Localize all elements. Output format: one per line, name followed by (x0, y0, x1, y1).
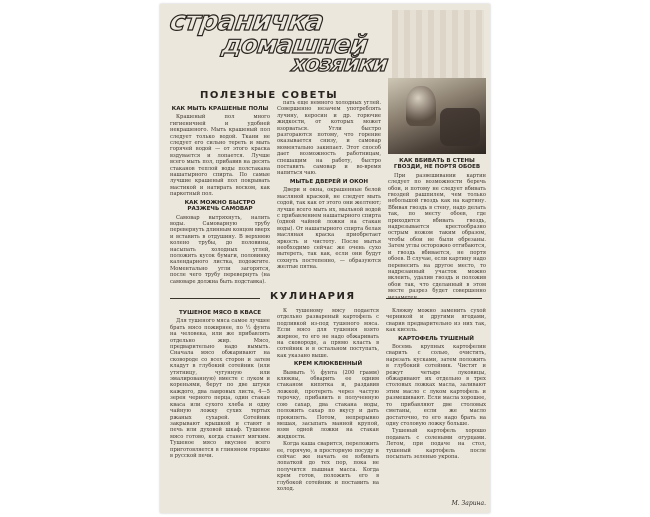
header-photo (392, 10, 484, 78)
cooking-column-2 (277, 308, 379, 506)
column-2 (277, 100, 381, 284)
cooking-column-1 (170, 308, 270, 506)
newspaper-page (160, 4, 490, 513)
cooking-column-3 (386, 308, 486, 498)
page-header-title (164, 6, 392, 78)
section-title-cooking: КУЛИНАРИЯ (270, 291, 356, 302)
nails-text: При развешивании картин следует по возможности беречь обои, и потому не следует вбивать гвоздей рашпилем, чем только небольшой гвоздь как на картину. Вбивая гвоздь в стену, надо делать так, по месту обоев, где приходится вбивать гвоздь, надрезывается крестообразно острым ножом таким образом, чтобы обои не были обрезаны. Затем углы осторожно отгибаются, и гвоздь вбивается, не портя обоев. В случае, если картину надо перевесить на другое место, то надрезанный участок можно вклеить, удалив гвоздь и положив обои так, что сделанный в этом месте разрез будет совершенно (388, 172, 486, 295)
section-title-tips: ПОЛЕЗНЫЕ СОВЕТЫ (200, 90, 339, 101)
samovar-heading: КАК МОЖНО БЫСТРО РАЗЖЕЧЬ САМОВАР (184, 199, 256, 213)
title-line-1: страничка (167, 6, 326, 37)
potato-text-2: Тушеный картофель хорошо подавать с солеными огурцами. Летом, при подаче на стол, тушеный картофель после посыпать зеленью укропа. (386, 428, 486, 460)
nails-heading: КАК ВБИВАТЬ В СТЕНЫ ГВОЗДИ, НЕ ПОРТЯ ОБОЕВ (393, 158, 481, 171)
divider-left (170, 298, 260, 299)
potato-text: Восемь крупных картофелин сварить с солью, очистить, нарезать кусками, затем положить в глубокий сотейник. Чистят и режут четыре луковицы, обжаривают их отдельно в трех столовых ложках масла, заливают этим масло с луком картофель и размешивают. Если масла хорошее, то прибавляют две столовых сметаны, если же масло достаточно, то его надо брать на одну столовую ложку больше. (386, 344, 486, 427)
divider-right (386, 298, 482, 299)
windows-heading: МЫТЬЕ ДВЕРЕЙ И ОКОН (289, 178, 369, 185)
column-1 (170, 104, 270, 284)
cream-text: Вымыть ½ фунта (200 грамм) клюквы, обварить ее одним стаканом кипятка и, раздавив ложкой, протереть через частую терочку, прибавить в полученную сою сахар, два стакана воды, положить сахар по вкусу и дать прокипеть. Потом, непрерывно мешая, засыпать манной крупой, взяв одной ложки на стакан жидкости. (277, 369, 379, 440)
cream-text-2: Когда каша сварится, переложить ее, горячую, в просторную посуду и сейчас же начать ее взбивать лопаткой до тех пор, пока не получится пышная масса. Когда крем готов, положить его в глубокой сотейник и поставить на холод. (277, 441, 379, 492)
potato-intro-text: Клюкву можно заменить сухой черникой и другими ягодами, сварив предварительно из них так, как кисель. (386, 308, 486, 334)
meat-continued-text: К тушеному мясу подается отдельно развареный картофель с подливкой из-под тушеного мяса. Если мясо для тушения взято жирное, то его не надо обжаривать на сковороде, а прямо класть в сотейник и в остальном поступать, как указано выше. (277, 308, 379, 359)
author-signature: М. Зарина. (451, 500, 486, 507)
potato-heading: КАРТОФЕЛЬ ТУШЕНЫЙ (398, 335, 474, 342)
woman-photo (388, 78, 486, 154)
samovar-text: Самовар вытряхнуть, налить воды. Самоварную трубу перевернуть длинным концом вверх и вставить в отдушину. В верхнюю колено трубы, до половины, насыпать холодных углей, положить кусок бумаги, половинку календарного листка, подожгите. Моментально угли загорятся, после чего трубу перевернуть (на самоваре должна быть подставка). (170, 214, 270, 285)
floors-text: Крашеный пол много гигиеничней и удобней некрашеного. Мыть крашеный пол следует только водой. Ткани не следует его сильно тереть и мыть горячей водой — от этого краска вздувается и лопается. Лучше всего мыть пол, прибавив на десять стаканов теплой воды полстакана нашатырного спирта. По самые лучшие крашеный пол покрывать мастикой и натирать воском, как паркетный пол. (170, 114, 270, 198)
col2-text: пать еще немного холодных углей. Совершенно незачем употреблять лучину, керосин и др. горючие жидкости, от которых может взорваться. Угли быстро разгораются потому, что горение оказывается снизу, и самовар моментально закипает. Этот способ дает возможность работницам, спешащим на работу, быстро поставить самовар и во-время напиться чаю. (277, 100, 381, 177)
title-line-3: хозяйки (290, 52, 389, 77)
meat-text: Для тушеного мяса самое лучшее брать мясо пожирнее, по ½ фунта на человека, или же прибавлять отдельно жир. Мясо, предварительно надо вымыть. Сначала мясо обжаривают на сковороде со всех сторон и затем кладут в глубокий сотейник (или утятницу, чугунную или эмалированную) вместе с луком и кореньями, берут по две штуки каждого, два лавровых листа, 4—5 зерен черного перца, один стакан кваса или сухого хлеба и одну чайную ложку сухих тертых ржаных сухарей. Сотейник закрывают крышкой и ставят в печь или духовой шкаф. Тушеное мясо готово, когда станет мягким. Тушеное мясо вкуснее всего приготовляется в глиняном горшке в русской печи. (170, 318, 270, 459)
title-line-2: домашней (219, 30, 370, 59)
meat-heading: ТУШЕНОЕ МЯСО В КВАСЕ (178, 310, 262, 316)
floors-heading: КАК МЫТЬ КРАШЕНЫЕ ПОЛЫ (171, 106, 269, 112)
windows-text: Двери и окна, окрашенные белой масляной краской, не следует мыть содой, так как от этого они желтеют; лучше всего мыть их, мыльной водой с прибавлением нашатырного спирта (одной чайной ложки на стакан воды). От нашатырного спирта белая масляная краска приобретает яркость и чистоту. После мытья необходимо сейчас же очень сухо вытереть, так как, если они будут сохнуть постепенно, — образуются желтые пятна. (277, 187, 381, 271)
column-3 (388, 156, 486, 295)
cream-heading: КРЕМ КЛЮКВЕННЫЙ (293, 361, 363, 368)
